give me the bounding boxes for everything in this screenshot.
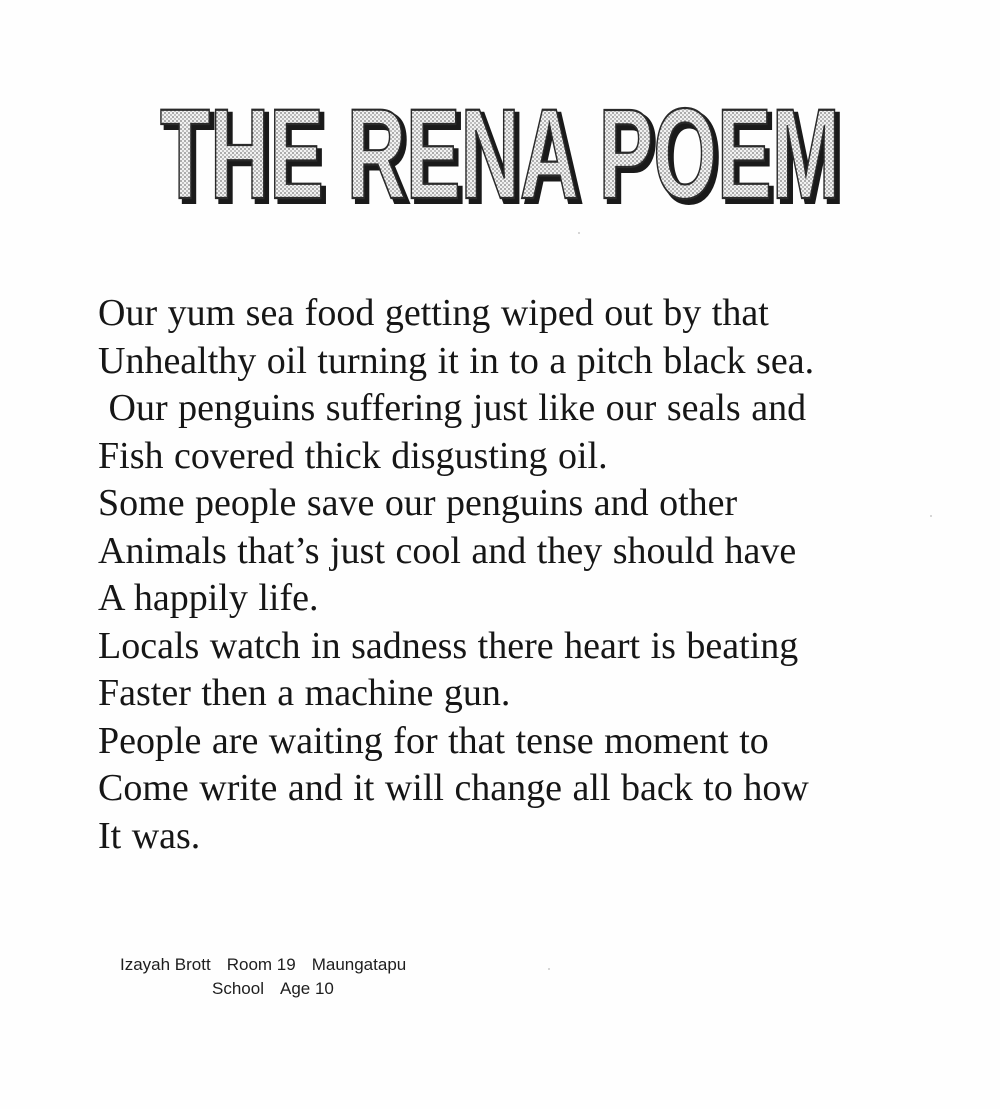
poem-line: A happily life. — [98, 577, 319, 619]
poem-line: Animals that’s just cool and they should have — [98, 529, 797, 572]
poem-body — [98, 290, 958, 860]
school-name: Maungatapu — [311, 955, 407, 974]
poem-line: It was. — [98, 814, 201, 857]
school-word: School — [212, 979, 264, 998]
poem-line: Come write and it will change all back to how — [98, 767, 809, 809]
scan-speck — [548, 968, 550, 970]
author-age: Age 10 — [279, 979, 334, 998]
poem-line: Our yum sea food getting wiped out by that — [98, 292, 769, 334]
title-shadow: THE RENA POEM — [164, 88, 844, 228]
poem-line: Our penguins suffering just like our seals and — [98, 387, 807, 429]
title-text: THE RENA POEM — [160, 88, 840, 226]
author-credit — [120, 953, 406, 1001]
poem-line: Faster then a machine gun. — [98, 672, 511, 714]
poem-title — [140, 88, 860, 228]
poem-line: Locals watch in sadness there heart is beating — [98, 624, 799, 667]
poem-line: Fish covered thick disgusting oil. — [98, 434, 608, 477]
poem-line: People are waiting for that tense moment to — [98, 719, 769, 762]
scan-speck — [578, 232, 580, 234]
credit-line-1 — [120, 953, 406, 977]
author-name: Izayah Brott — [120, 955, 211, 974]
poem-line: Unhealthy oil turning it in to a pitch black sea. — [98, 339, 815, 382]
room-label: Room 19 — [226, 955, 296, 974]
title-outline-graphic — [140, 88, 860, 228]
poem-line: Some people save our penguins and other — [98, 482, 738, 524]
credit-line-2 — [120, 977, 406, 1001]
